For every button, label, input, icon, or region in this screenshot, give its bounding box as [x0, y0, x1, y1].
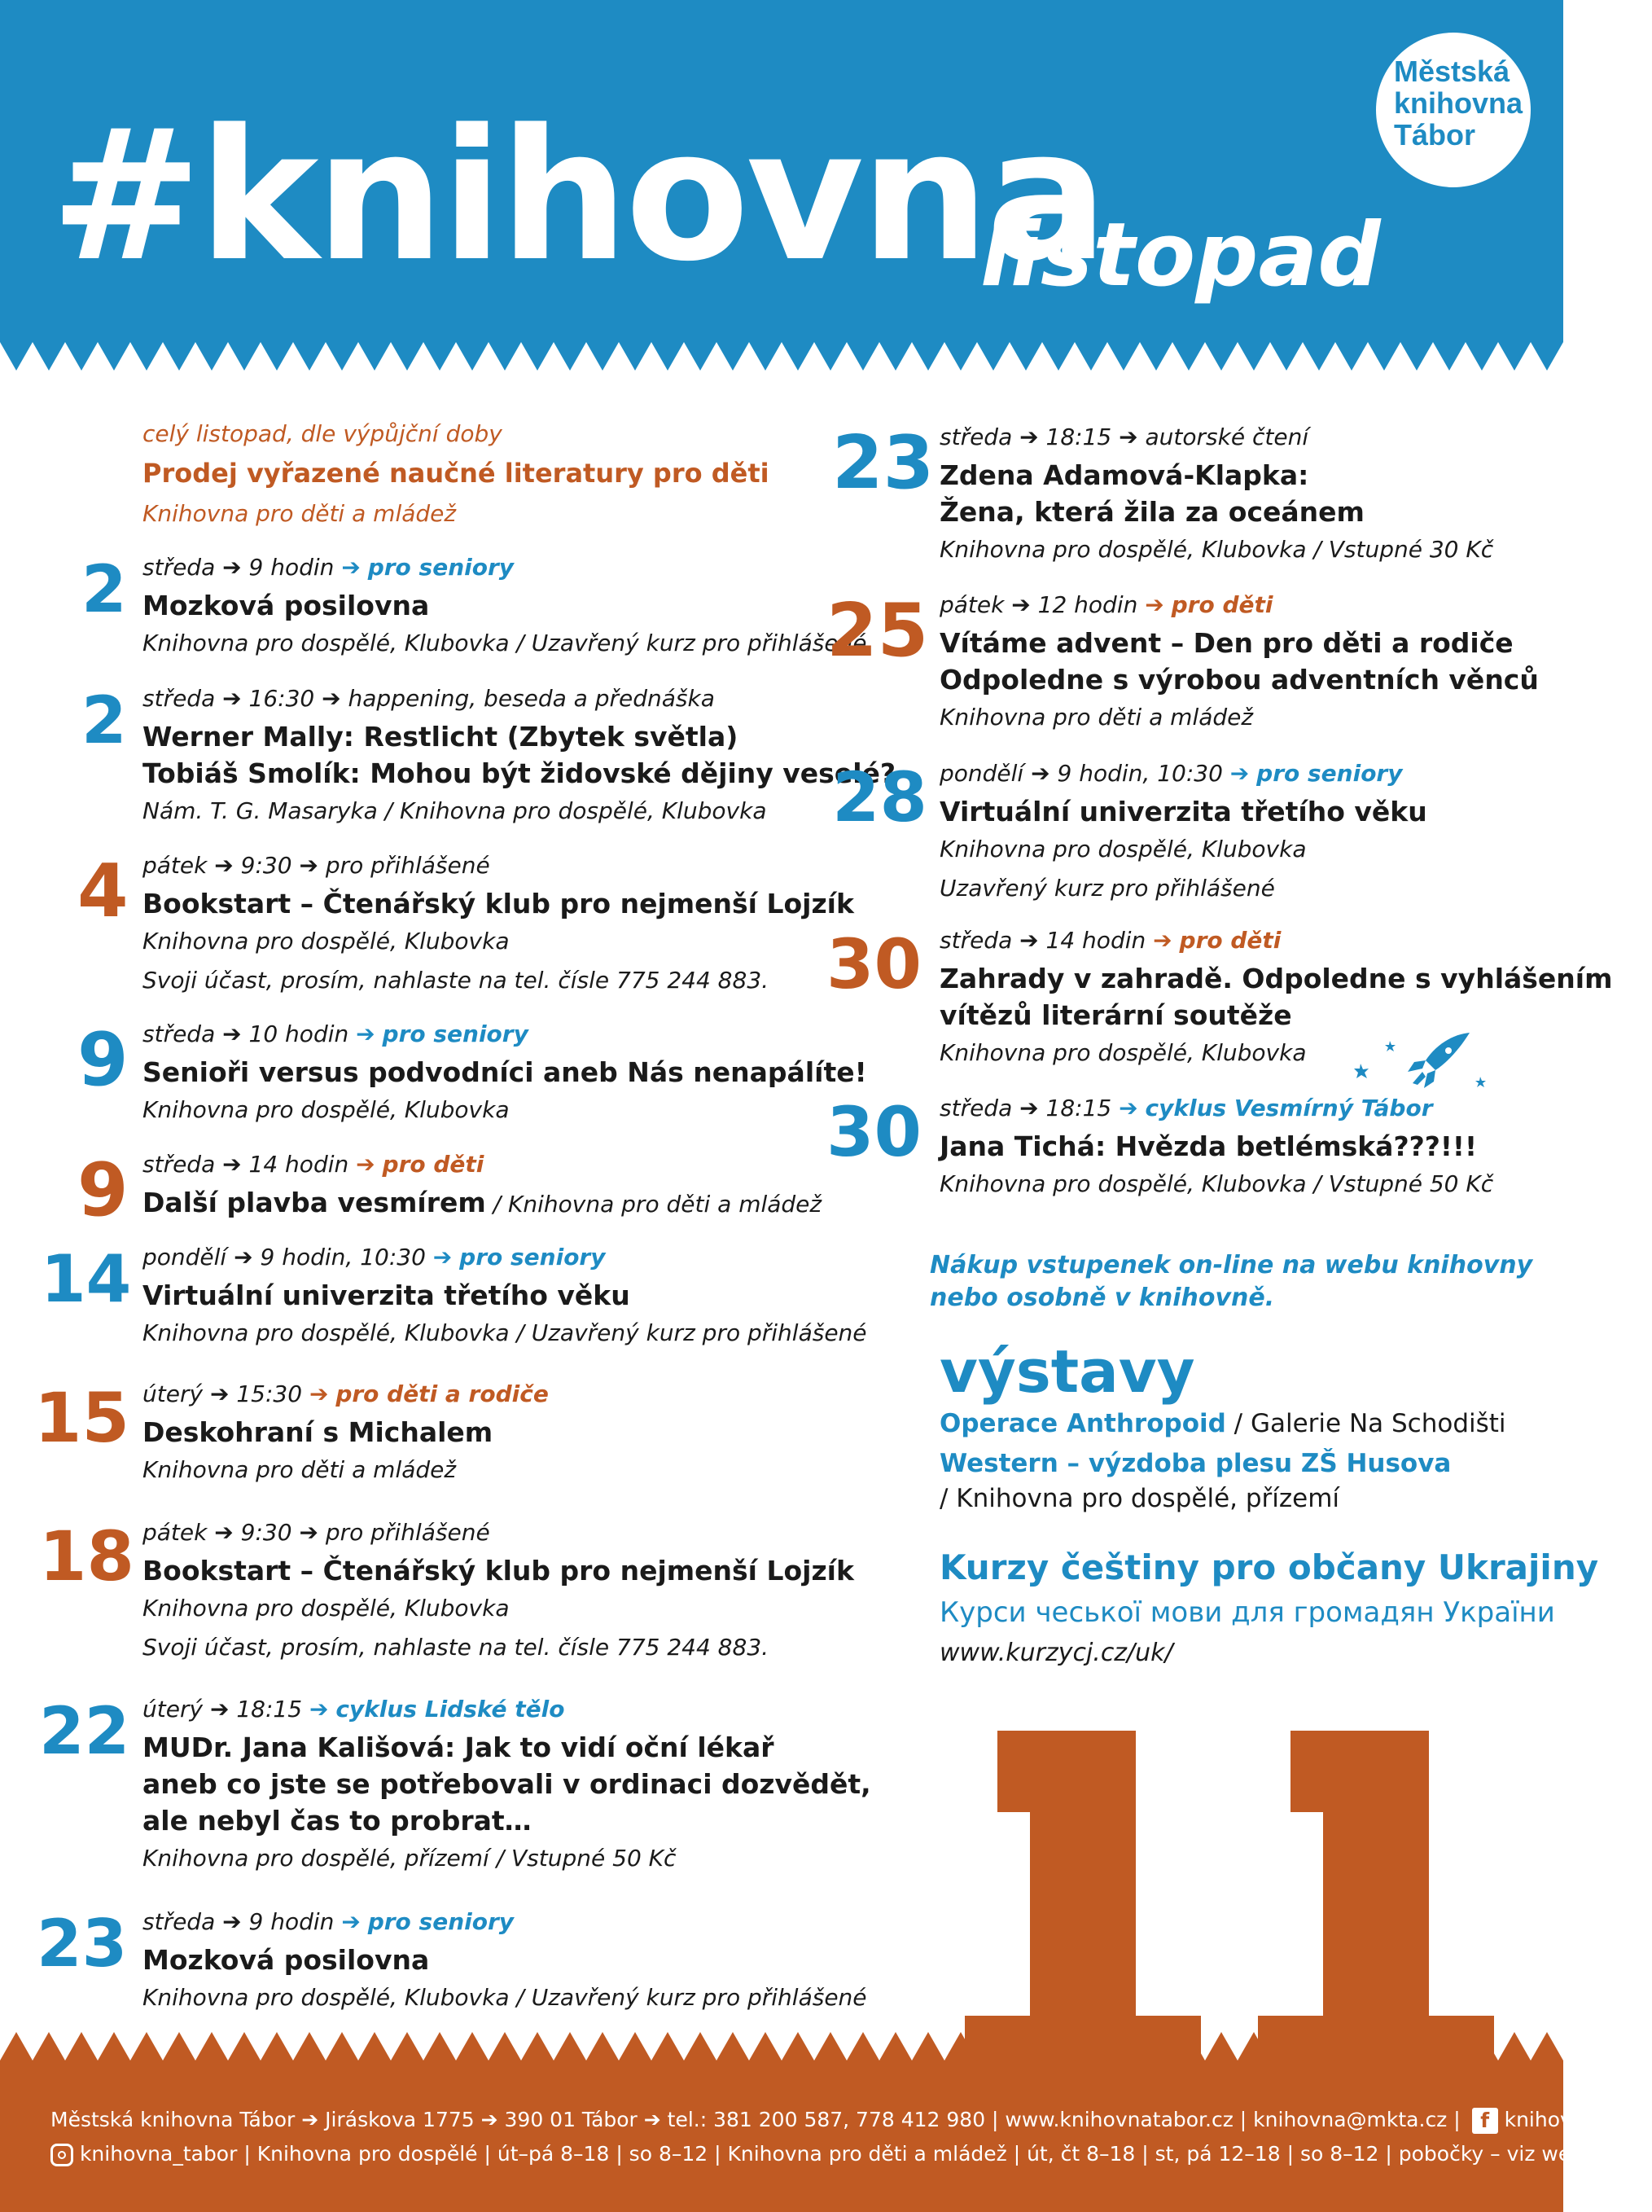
event-title: Jana Tichá: Hvězda betlémská???!!! [940, 1130, 1478, 1162]
event-weekday: úterý [142, 1696, 204, 1723]
event-place: Svoji účast, prosím, nahlaste na tel. čísle 775 244 883. [142, 1634, 769, 1661]
instagram-link[interactable]: knihovna_tabor [79, 2142, 238, 2166]
event-time: 18:15 [1045, 1095, 1112, 1121]
event-meta [142, 852, 490, 880]
event-weekday: středa [142, 554, 216, 581]
event-title: Tobiáš Smolík: Mohou být židovské dějiny veselé? [142, 757, 896, 789]
arrow-right-icon: ➔ [222, 1151, 242, 1178]
arrow-right-icon: ➔ [322, 685, 341, 712]
arrow-right-icon: ➔ [299, 852, 318, 879]
event-meta [142, 1380, 549, 1408]
event-title: Zdena Adamová-Klapka: [940, 459, 1309, 491]
event-day-number: 30 [826, 1092, 922, 1172]
event-title: Deskohraní s Michalem [142, 1416, 493, 1448]
intro-place: Knihovna pro děti a mládež [142, 500, 457, 527]
event-place: Knihovna pro dospělé, Klubovka / Uzavřený kurz pro přihlášené [142, 630, 867, 656]
event-day-number: 14 [41, 1241, 132, 1317]
event-day-number: 15 [34, 1378, 129, 1458]
arrow-right-icon: ➔ [1019, 424, 1039, 450]
event-place: Knihovna pro děti a mládež [142, 1456, 457, 1483]
arrow-right-icon: ➔ [341, 554, 361, 581]
event-place: Knihovna pro dospělé, Klubovka / Vstupné 30 Kč [940, 536, 1494, 563]
event-category: pro seniory [382, 1020, 528, 1047]
event-category: cyklus Vesmírný Tábor [1145, 1095, 1433, 1121]
event-day-number: 9 [77, 1148, 129, 1233]
event-time: 14 hodin [248, 1151, 349, 1178]
page-title: #knihovna [50, 91, 1105, 301]
tickets-note: nebo osobně v knihovně. [930, 1284, 1275, 1312]
exhibition-item [940, 1449, 1451, 1478]
event-day-number: 23 [37, 1906, 128, 1982]
event-weekday: středa [142, 1151, 216, 1178]
event-day-number: 2 [81, 551, 127, 627]
arrow-right-icon: ➔ [1031, 760, 1050, 787]
event-time: 18:15 [1045, 424, 1112, 450]
arrow-right-icon: ➔ [309, 1696, 329, 1723]
event-day-number: 28 [832, 757, 927, 837]
arrow-right-icon: ➔ [222, 554, 242, 581]
event-title: MUDr. Jana Kališová: Jak to vidí oční lékař [142, 1731, 774, 1763]
event-place: Knihovna pro děti a mládež [940, 704, 1254, 731]
event-weekday: středa [940, 1095, 1013, 1121]
event-title: Senioři versus podvodníci aneb Nás nenapálíte! [142, 1056, 867, 1088]
event-category: pro děti a rodiče [335, 1380, 549, 1407]
intro-title: Prodej vyřazené naučné literatury pro děti [142, 458, 769, 489]
event-day-number: 4 [77, 849, 129, 934]
event-place: Knihovna pro dospělé, Klubovka [142, 1096, 510, 1123]
event-weekday: středa [142, 685, 216, 712]
event-place: Knihovna pro dospělé, přízemí / Vstupné 50 Kč [142, 1845, 677, 1872]
arrow-right-icon: ➔ [209, 1380, 230, 1407]
arrow-right-icon: ➔ [222, 1020, 242, 1047]
arrow-right-icon: ➔ [1019, 927, 1039, 954]
arrow-right-icon: ➔ [309, 1380, 329, 1407]
event-meta [142, 685, 715, 713]
arrow-right-icon: ➔ [1145, 591, 1164, 618]
event-meta [142, 1151, 484, 1178]
event-time: 15:30 [236, 1380, 303, 1407]
event-category: pro přihlášené [325, 852, 490, 879]
exhibition-place: / Galerie Na Schodišti [1225, 1409, 1506, 1438]
arrow-right-icon: ➔ [356, 1020, 375, 1047]
event-time: 16:30 [248, 685, 315, 712]
event-place: Knihovna pro dospělé, Klubovka / Vstupné 50 Kč [940, 1170, 1494, 1197]
event-weekday: středa [142, 1908, 216, 1935]
rocket-icon [1347, 1026, 1494, 1099]
tickets-note: Nákup vstupenek on-line na webu knihovny [930, 1251, 1533, 1279]
page-subtitle: listopad [980, 204, 1381, 306]
event-time: 9 hodin, 10:30 [1057, 760, 1223, 787]
arrow-right-icon: ➔ [432, 1244, 453, 1271]
logo-line: Tábor [1394, 118, 1476, 151]
footer-address: Městská knihovna Tábor ➔ Jiráskova 1775 ➔ 390 01 Tábor ➔ tel.: 381 200 587, 778 412 980 | www.knihovnatabor.cz | knihovna@mkta.cz | [50, 2108, 1461, 2131]
event-day-number: 18 [39, 1516, 134, 1596]
footer-contact [50, 2108, 1652, 2134]
courses-subheading: Курси чеської мови для громадян України [940, 1596, 1555, 1629]
arrow-right-icon: ➔ [1019, 1095, 1039, 1121]
arrow-right-icon: ➔ [234, 1244, 253, 1271]
logo-line: Městská [1394, 55, 1510, 88]
event-weekday: pátek [142, 1519, 208, 1546]
event-time: 9 hodin, 10:30 [260, 1244, 426, 1271]
courses-heading: Kurzy češtiny pro občany Ukrajiny [940, 1547, 1599, 1587]
event-category: pro seniory [367, 554, 515, 581]
library-logo[interactable] [1376, 33, 1531, 187]
event-day-number: 2 [81, 682, 127, 758]
event-title: Mozková posilovna [142, 1944, 430, 1976]
event-day-number: 25 [826, 588, 929, 674]
event-title: vítězů literární soutěže [940, 999, 1292, 1031]
event-place: Knihovna pro dospělé, Klubovka [142, 928, 510, 955]
event-weekday: úterý [142, 1380, 204, 1407]
event-time: 9:30 [240, 852, 292, 879]
exhibitions-heading: výstavy [940, 1337, 1195, 1406]
arrow-right-icon: ➔ [209, 1696, 230, 1723]
event-meta [940, 760, 1403, 788]
event-meta [142, 1244, 606, 1271]
facebook-icon[interactable]: f [1472, 2108, 1498, 2134]
event-weekday: pátek [142, 852, 208, 879]
event-category: pro seniory [1256, 760, 1403, 787]
event-meta [142, 1696, 564, 1723]
exhibition-place: / Knihovna pro dospělé, přízemí [940, 1484, 1340, 1513]
event-category: pro přihlášené [325, 1519, 490, 1546]
event-category: autorské čtení [1145, 424, 1309, 450]
event-place: Nám. T. G. Masaryka / Knihovna pro dospělé, Klubovka [142, 797, 767, 824]
event-title: Bookstart – Čtenářský klub pro nejmenší Lojzík [142, 1555, 854, 1587]
event-title: ale nebyl čas to probrat… [142, 1805, 532, 1837]
event-weekday: středa [142, 1020, 216, 1047]
event-title: Werner Mally: Restlicht (Zbytek světla) [142, 721, 738, 753]
event-category: pro děti [1179, 927, 1282, 954]
event-meta [142, 554, 514, 582]
event-day-number: 9 [77, 1017, 129, 1103]
event-place: Knihovna pro dospělé, Klubovka / Uzavřený kurz pro přihlášené [142, 1319, 867, 1346]
event-category: pro děti [1171, 591, 1273, 618]
arrow-right-icon: ➔ [214, 1519, 234, 1546]
facebook-link[interactable]: knihovnatabor [1504, 2108, 1652, 2131]
event-title: Další plavba vesmírem / Knihovna pro děti a mládež [142, 1187, 822, 1218]
arrow-right-icon: ➔ [1229, 760, 1250, 787]
event-place: Knihovna pro dospělé, Klubovka [940, 836, 1307, 862]
event-time: 10 hodin [248, 1020, 349, 1047]
event-title: Odpoledne s výrobou adventních věnců [940, 664, 1539, 696]
event-title: Virtuální univerzita třetího věku [142, 1279, 630, 1311]
event-place: Svoji účast, prosím, nahlaste na tel. čísle 775 244 883. [142, 967, 769, 994]
event-time: 12 hodin [1037, 591, 1138, 618]
event-weekday: pátek [940, 591, 1005, 618]
exhibition-name: Operace Anthropoid [940, 1409, 1226, 1438]
intro-when: celý listopad, dle výpůjční doby [142, 420, 502, 447]
event-time: 9 hodin [248, 1908, 335, 1935]
arrow-right-icon: ➔ [299, 1519, 318, 1546]
event-meta [940, 591, 1273, 619]
courses-link[interactable]: www.kurzycj.cz/uk/ [940, 1639, 1173, 1667]
event-title: Mozková posilovna [142, 590, 430, 621]
event-place: Uzavřený kurz pro přihlášené [940, 875, 1275, 902]
event-meta [142, 1020, 528, 1048]
event-title: aneb co jste se potřebovali v ordinaci dozvědět, [142, 1768, 871, 1800]
event-title: Zahrady v zahradě. Odpoledne s vyhlášením [940, 963, 1613, 994]
event-weekday: středa [940, 927, 1013, 954]
event-weekday: pondělí [940, 760, 1024, 787]
event-place: / Knihovna pro děti a mládež [485, 1191, 822, 1218]
event-category: cyklus Lidské tělo [335, 1696, 565, 1723]
event-category: pro seniory [459, 1244, 606, 1271]
arrow-right-icon: ➔ [341, 1908, 361, 1935]
arrow-right-icon: ➔ [222, 685, 242, 712]
event-day-number: 22 [39, 1693, 130, 1769]
event-meta [940, 424, 1308, 451]
event-meta [142, 1519, 490, 1547]
arrow-right-icon: ➔ [222, 1908, 242, 1935]
opening-hours: | Knihovna pro dospělé | út–pá 8–18 | so 8–12 | Knihovna pro děti a mládež | út, čt 8–18 | st, pá 12–18 | so 8–12 | pobočky – viz web [243, 2142, 1584, 2166]
event-title: Žena, která žila za oceánem [940, 496, 1365, 528]
event-day-number: 30 [826, 924, 922, 1004]
event-day-number: 23 [832, 420, 935, 506]
event-meta [142, 1908, 514, 1936]
exhibition-item [940, 1409, 1506, 1438]
exhibition-name: Western – výzdoba plesu ZŠ Husova [940, 1449, 1452, 1478]
footer-hours [50, 2142, 1584, 2166]
event-place: Knihovna pro dospělé, Klubovka / Uzavřený kurz pro přihlášené [142, 1984, 867, 2011]
instagram-icon[interactable] [50, 2144, 73, 2166]
arrow-right-icon: ➔ [1011, 591, 1031, 618]
event-category: pro seniory [367, 1908, 515, 1935]
event-title: Virtuální univerzita třetího věku [940, 796, 1427, 827]
event-place: Knihovna pro dospělé, Klubovka [940, 1039, 1307, 1066]
event-category: pro děti [382, 1151, 484, 1178]
arrow-right-icon: ➔ [1119, 424, 1138, 450]
event-meta [940, 927, 1281, 955]
event-weekday: středa [940, 424, 1013, 450]
event-weekday: pondělí [142, 1244, 227, 1271]
event-title: Vítáme advent – Den pro děti a rodiče [940, 627, 1514, 659]
event-title: Bookstart – Čtenářský klub pro nejmenší Lojzík [142, 888, 854, 919]
event-time: 18:15 [236, 1696, 303, 1723]
arrow-right-icon: ➔ [214, 852, 234, 879]
arrow-right-icon: ➔ [1153, 927, 1172, 954]
arrow-right-icon: ➔ [1119, 1095, 1138, 1121]
event-time: 14 hodin [1045, 927, 1146, 954]
event-place: Knihovna pro dospělé, Klubovka [142, 1595, 510, 1622]
event-time: 9:30 [240, 1519, 292, 1546]
arrow-right-icon: ➔ [356, 1151, 375, 1178]
logo-line: knihovna [1394, 86, 1523, 120]
event-category: happening, beseda a přednáška [348, 685, 715, 712]
event-time: 9 hodin [248, 554, 335, 581]
